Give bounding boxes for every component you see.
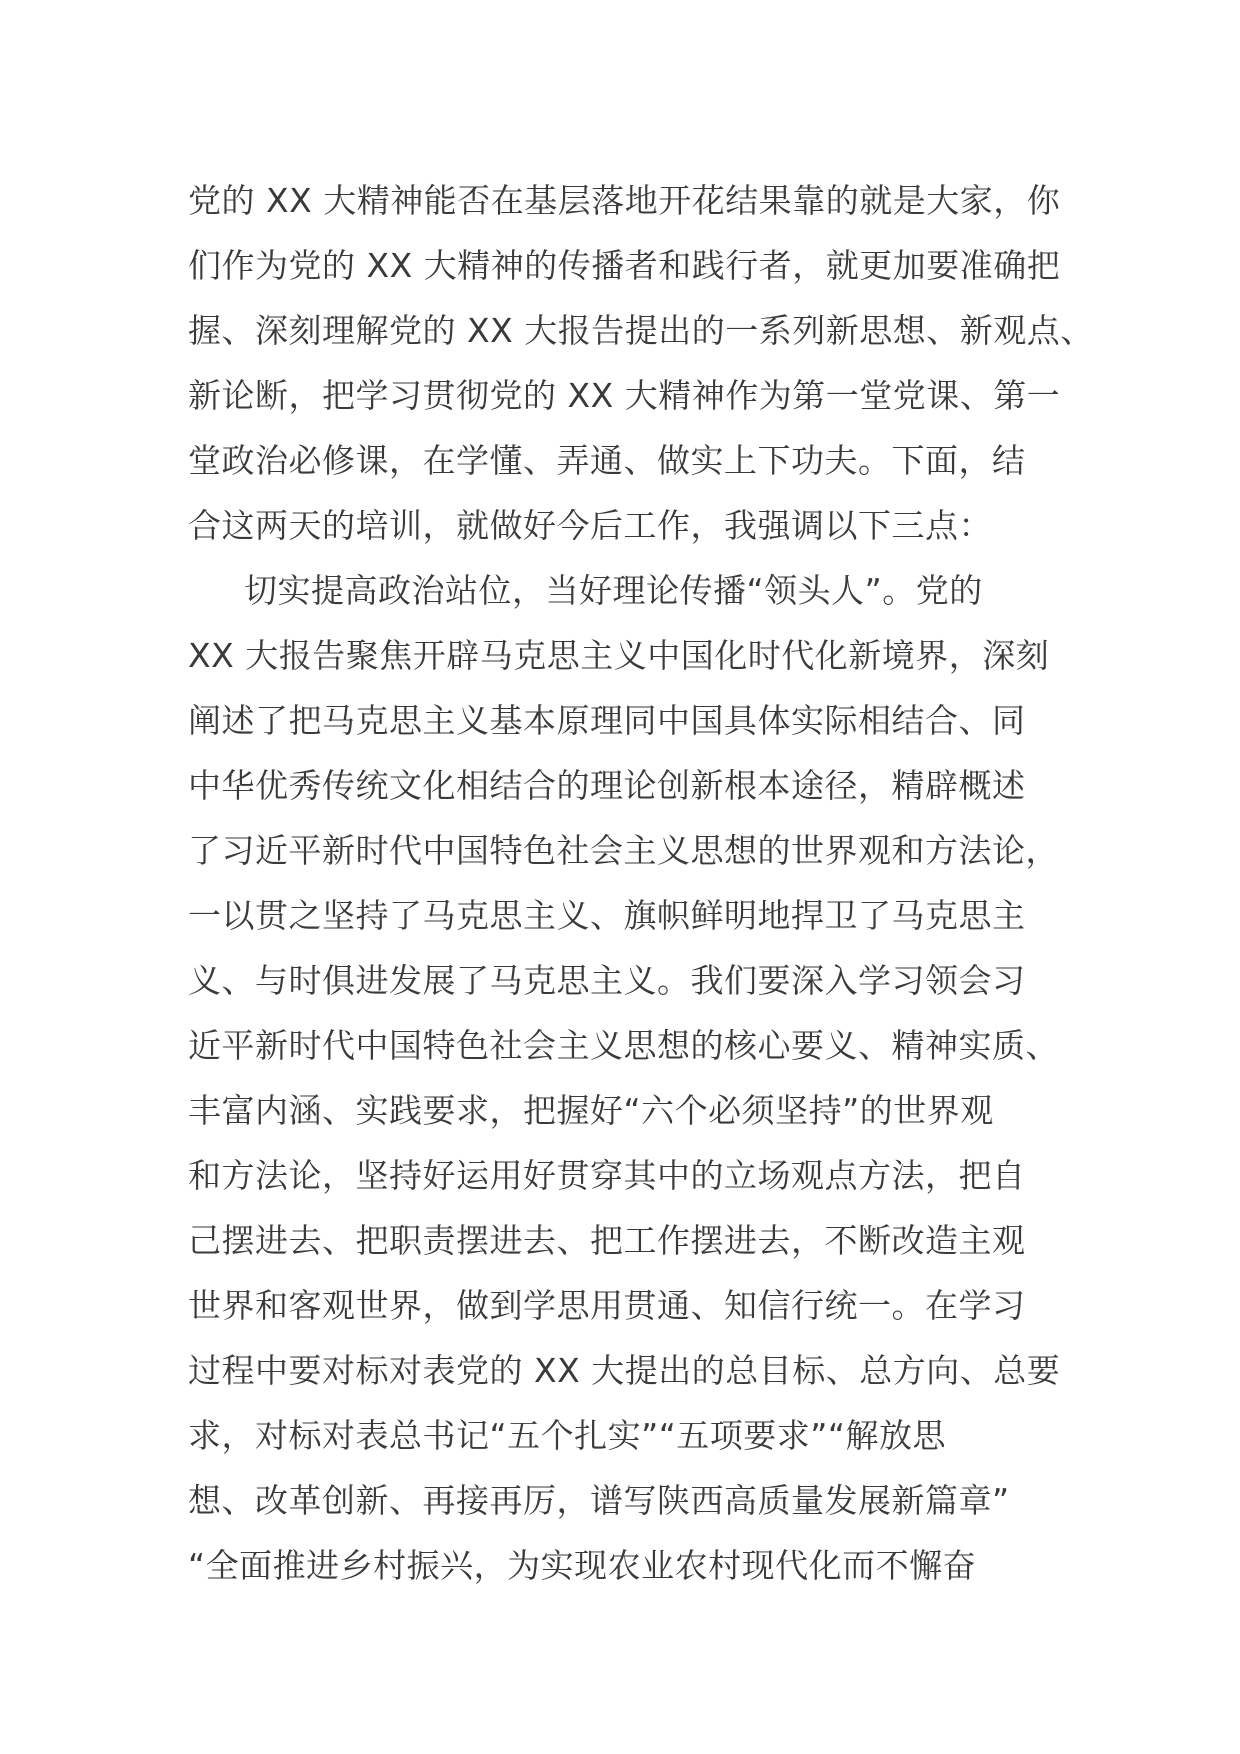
text-line: XX 大报告聚焦开辟马克思主义中国化时代化新境界，深刻 [188, 636, 1050, 675]
text-line: 世界和客观世界，做到学思用贯通、知信行统一。在学习 [188, 1286, 1026, 1325]
text-line: 己摆进去、把职责摆进去、把工作摆进去，不断改造主观 [188, 1221, 1026, 1260]
text-line: 们作为党的 XX 大精神的传播者和践行者，就更加要准确把 [188, 246, 1061, 285]
text-line: 近平新时代中国特色社会主义思想的核心要义、精神实质、 [188, 1026, 1059, 1065]
paragraph-heading-line: 切实提高政治站位，当好理论传播“领头人”。党的 [244, 571, 983, 610]
text-line: 了习近平新时代中国特色社会主义思想的世界观和方法论， [188, 831, 1059, 870]
text-line: 中华优秀传统文化相结合的理论创新根本途径，精辟概述 [188, 766, 1026, 805]
body-text [188, 168, 1094, 1598]
text-line: 堂政治必修课，在学懂、弄通、做实上下功夫。下面，结 [188, 441, 1026, 480]
text-line: 过程中要对标对表党的 XX 大提出的总目标、总方向、总要 [188, 1351, 1061, 1390]
text-line: 新论断，把学习贯彻党的 XX 大精神作为第一堂党课、第一 [188, 376, 1061, 415]
text-line: 合这两天的培训，就做好今后工作，我强调以下三点： [188, 506, 992, 545]
text-line: “全面推进乡村振兴，为实现农业农村现代化而不懈奋 [188, 1546, 977, 1585]
text-line: 阐述了把马克思主义基本原理同中国具体实际相结合、同 [188, 701, 1026, 740]
text-line: 丰富内涵、实践要求，把握好“六个必须坚持”的世界观 [188, 1091, 994, 1130]
text-line: 和方法论，坚持好运用好贯穿其中的立场观点方法，把自 [188, 1156, 1026, 1195]
text-line: 一以贯之坚持了马克思主义、旗帜鲜明地捍卫了马克思主 [188, 896, 1026, 935]
text-line: 握、深刻理解党的 XX 大报告提出的一系列新思想、新观点、 [188, 311, 1094, 350]
text-line: 党的 XX 大精神能否在基层落地开花结果靠的就是大家，你 [188, 181, 1061, 220]
text-line: 求，对标对表总书记“五个扎实”“五项要求”“解放思 [188, 1416, 946, 1455]
text-line: 义、与时俱进发展了马克思主义。我们要深入学习领会习 [188, 961, 1026, 1000]
text-line: 想、改革创新、再接再厉，谱写陕西高质量发展新篇章” [188, 1481, 1010, 1520]
